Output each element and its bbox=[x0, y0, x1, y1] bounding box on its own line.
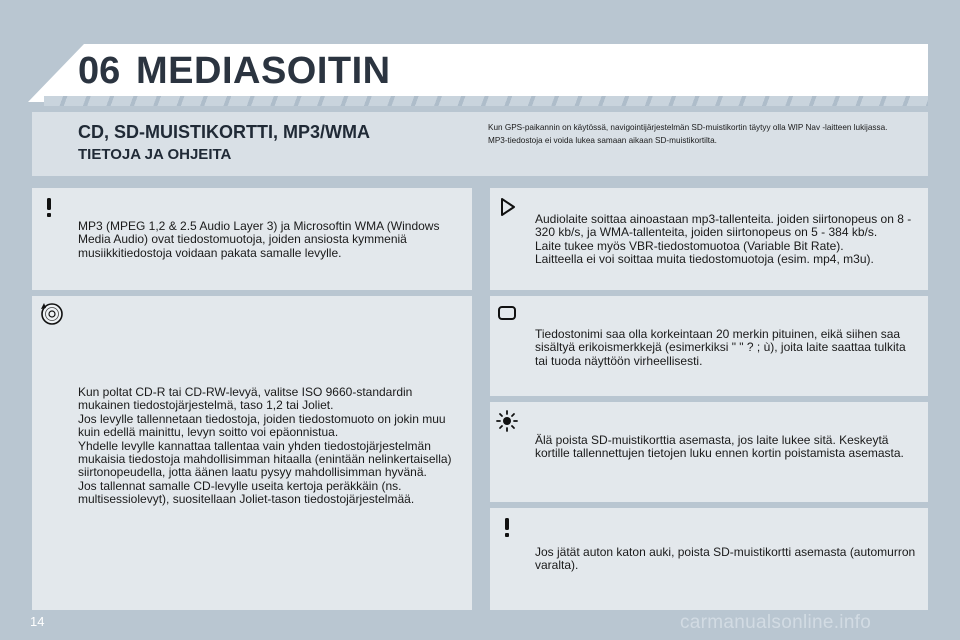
sd-remove-text bbox=[535, 434, 919, 461]
car-leave-text bbox=[535, 546, 919, 573]
play-icon bbox=[494, 194, 520, 220]
audio-paragraph: Audiolaite soittaa ainoastaan mp3-tallenteita. joiden siirtonopeus on 8 - 320 kb/s, ja WMA-tallenteita, joiden siirtonopeus on 5 - 384 kb/s. bbox=[535, 212, 912, 240]
cdr-paragraph: Jos tallennat samalle CD-levylle useita kertoja peräkkäin (ns. multisessiolevyt), suositellaan Joliet-tason tiedostojärjestelmää. bbox=[78, 478, 415, 507]
mp3-info-text bbox=[78, 220, 464, 260]
cdr-paragraph: Kun poltat CD-R tai CD-RW-levyä, valitse ISO 9660-standardin mukainen tiedostojärjestelmä, taso 1,2 tai Joliet. bbox=[78, 385, 413, 413]
gps-note bbox=[488, 121, 918, 147]
rounded-rectangle-icon bbox=[494, 300, 520, 326]
exclamation-icon bbox=[36, 194, 62, 220]
chapter-number: 06 bbox=[78, 50, 121, 92]
sun-icon bbox=[494, 408, 520, 434]
cdr-info-text bbox=[78, 386, 464, 507]
cdr-paragraph: Jos levylle tallennetaan tiedostoja, joiden tiedostomuoto on jokin muu kuin edellä mainittu, levyn soitto voi epäonnistua. bbox=[78, 411, 446, 440]
sd-remove-paragraph: Älä poista SD-muistikorttia asemasta, jos laite lukee sitä. Keskeytä kortille tallennettujen tietojen luku ennen kortin poistamista asemasta. bbox=[535, 433, 904, 461]
audio-paragraph: Laitteella ei voi soittaa muita tiedostomuotoja (esim. mp4, m3u). bbox=[535, 252, 874, 267]
audio-paragraph: Laite tukee myös VBR-tiedostomuotoa (Variable Bit Rate). bbox=[535, 238, 844, 253]
audio-info-text bbox=[535, 213, 919, 267]
watermark: carmanualsonline.info bbox=[680, 612, 872, 633]
gps-note-line: Kun GPS-paikannin on käytössä, navigointijärjestelmän SD-muistikortin täytyy olla WIP Nav -laitteen lukijassa. bbox=[488, 123, 888, 132]
section-title: CD, SD-MUISTIKORTTI, MP3/WMA bbox=[78, 122, 370, 142]
chapter-title: MEDIASOITIN bbox=[136, 50, 391, 92]
page-number: 14 bbox=[30, 614, 45, 629]
gps-note-line: MP3-tiedostoja ei voida lukea samaan aikaan SD-muistikortilta. bbox=[488, 136, 717, 145]
cdr-paragraph: Yhdelle levylle kannattaa tallentaa vain yhden tiedostojärjestelmän mukaisia tiedostoja mahdollisimman hitaalla (enintään nelinkertaisella) siirtonopeudella, jotta äänen laatu pysyy mahdollisimman hyvänä. bbox=[78, 438, 452, 480]
car-leave-paragraph: Jos jätät auton katon auki, poista SD-muistikortti asemasta (automurron varalta). bbox=[535, 545, 916, 573]
mp3-info-paragraph: MP3 (MPEG 1,2 & 2.5 Audio Layer 3) ja Microsoftin WMA (Windows Media Audio) ovat tiedostomuotoja, joiden ansiosta kymmeniä musiikkitiedostoja voidaan pakata samalle levylle. bbox=[78, 219, 440, 260]
section-subtitle: TIETOJA JA OHJEITA bbox=[78, 146, 232, 163]
exclamation-icon bbox=[494, 514, 520, 540]
cd-disc-icon bbox=[38, 300, 64, 326]
filename-paragraph: Tiedostonimi saa olla korkeintaan 20 merkin pituinen, eikä siihen saa sisältyä erikoismerkkejä (esimerkiksi " " ? ; ù), joita laite saattaa tulkita tai tuoda näyttöön virheellisesti. bbox=[535, 327, 906, 368]
filename-info-text bbox=[535, 328, 919, 368]
banner-stripes bbox=[44, 96, 928, 106]
